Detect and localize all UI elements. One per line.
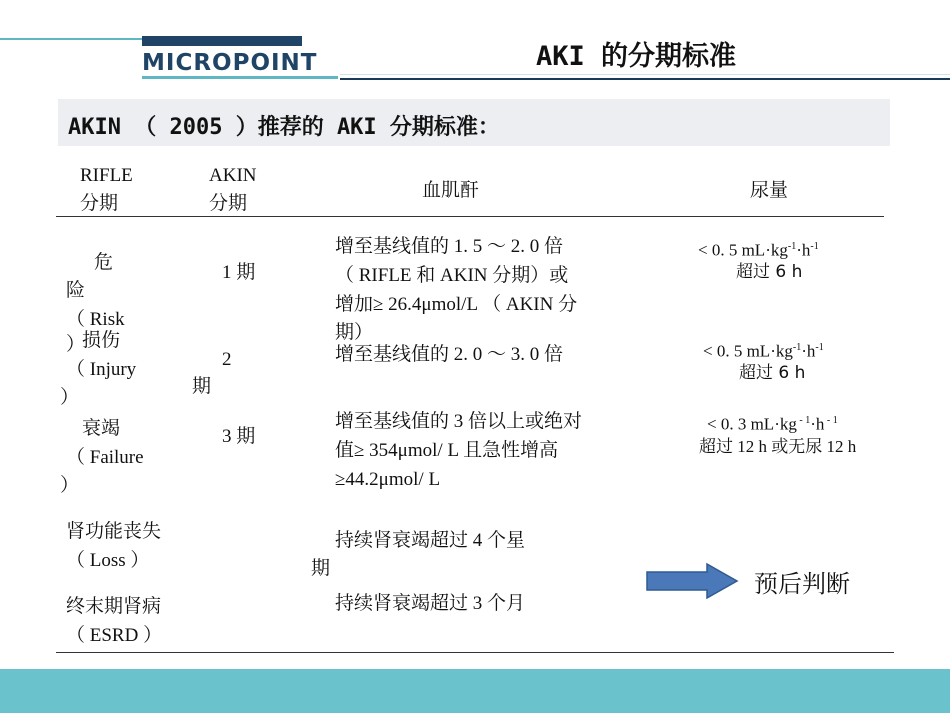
row2-urine-l2: 超过 6 h (739, 363, 806, 383)
row2-akin-l1: 2 (222, 349, 232, 370)
slide-title: AKI 的分期标准 (536, 41, 737, 72)
row1-creat-l4: 期） (335, 322, 374, 343)
row1-urine-unit: ·h (796, 240, 811, 260)
row3-creat-l3: ≥44.2μmol/ L (335, 469, 441, 490)
col-header-urine: 尿量 (750, 179, 789, 201)
row1-creat-l3: 增加≥ 26.4μmol/L （ AKIN 分 (335, 294, 578, 315)
row2-urine-value: < 0. 5 mL·kg (703, 341, 793, 361)
subtitle: AKIN （ 2005 ）推荐的 AKI 分期标准： (68, 115, 500, 140)
header-line-left (0, 38, 160, 40)
row1-urine-exp2: -1 (810, 241, 819, 252)
row3-rifle-l3: ） (60, 475, 80, 496)
row1-creat-l1: 增至基线值的 1. 5 ～ 2. 0 倍 (335, 236, 564, 257)
row2-urine-unit: ·h (801, 341, 816, 361)
row5-rifle-l2: （ ESRD ） (66, 625, 163, 646)
right-arrow-icon (645, 562, 739, 600)
row1-urine-l2: 超过 6 h (736, 262, 803, 282)
row1-creat-l2: （ RIFLE 和 AKIN 分期）或 (335, 265, 569, 286)
row3-rifle-l2: （ Failure (66, 447, 144, 468)
row2-rifle-l3: ） (60, 387, 80, 408)
row1-rifle-l1: 危 (94, 251, 114, 273)
row2-urine-exp1: -1 (792, 342, 802, 353)
col-header-rifle-line1: RIFLE (80, 165, 133, 186)
row4-creat-l2: 期 (311, 557, 331, 579)
row2-rifle-l0: ） (66, 333, 86, 355)
header-line-right (340, 78, 950, 80)
col-header-akin (209, 162, 257, 218)
row5-creat-l1: 持续肾衰竭超过 3 个月 (335, 593, 526, 614)
row3-urine-unit: ·h (810, 414, 825, 434)
row1-urine-exp1: -1 (787, 241, 797, 252)
row2-rifle-l1: 损伤 (82, 329, 121, 351)
col-header-rifle (80, 162, 133, 218)
row3-creat-l2: 值≥ 354μmol/ L 且急性增高 (335, 440, 559, 461)
row3-urine-exp2: - 1 (824, 415, 838, 426)
row3-urine-l1 (707, 409, 838, 437)
footer-band (0, 669, 950, 713)
header-rule (56, 216, 884, 217)
row2-akin-l2: 期 (192, 375, 212, 397)
row1-urine-l1 (698, 235, 819, 263)
row1-rifle-l2: 险 (66, 279, 86, 301)
col-header-creatinine: 血肌酐 (422, 179, 480, 201)
row2-urine-l1 (703, 336, 824, 364)
logo-text: MICROPOINT (142, 50, 318, 76)
logo-underline (142, 76, 338, 79)
header-line-right-light (340, 74, 950, 75)
row2-urine-exp2: -1 (815, 342, 824, 353)
row2-creat-l1: 增至基线值的 2. 0 ～ 3. 0 倍 (335, 344, 564, 365)
row3-urine-value: < 0. 3 mL·kg (707, 414, 797, 434)
micropoint-logo (142, 36, 338, 82)
row2-rifle-l2: （ Injury (66, 359, 137, 380)
row3-rifle-l1: 衰竭 (82, 417, 121, 439)
row4-rifle-l2: （ Loss ） (66, 550, 150, 571)
row4-creat-l1: 持续肾衰竭超过 4 个星 (335, 530, 526, 551)
prognosis-label: 预后判断 (754, 570, 850, 598)
row1-urine-value: < 0. 5 mL·kg (698, 240, 788, 260)
row4-rifle-l1: 肾功能丧失 (66, 520, 162, 542)
row1-rifle-l3: （ Risk (66, 309, 125, 330)
row3-creat-l1: 增至基线值的 3 倍以上或绝对 (335, 411, 583, 432)
logo-bar (142, 36, 302, 46)
row3-urine-l2: 超过 12 h 或无尿 12 h (699, 437, 857, 456)
table-bottom-rule (56, 652, 894, 653)
row1-akin: 1 期 (222, 262, 256, 283)
row5-rifle-l1: 终末期肾病 (66, 595, 162, 617)
col-header-akin-line1: AKIN (209, 165, 257, 186)
row3-urine-exp1: - 1 (796, 415, 811, 426)
row3-akin: 3 期 (222, 426, 256, 447)
col-header-rifle-line2: 分期 (80, 193, 119, 214)
col-header-akin-line2: 分期 (209, 193, 248, 214)
